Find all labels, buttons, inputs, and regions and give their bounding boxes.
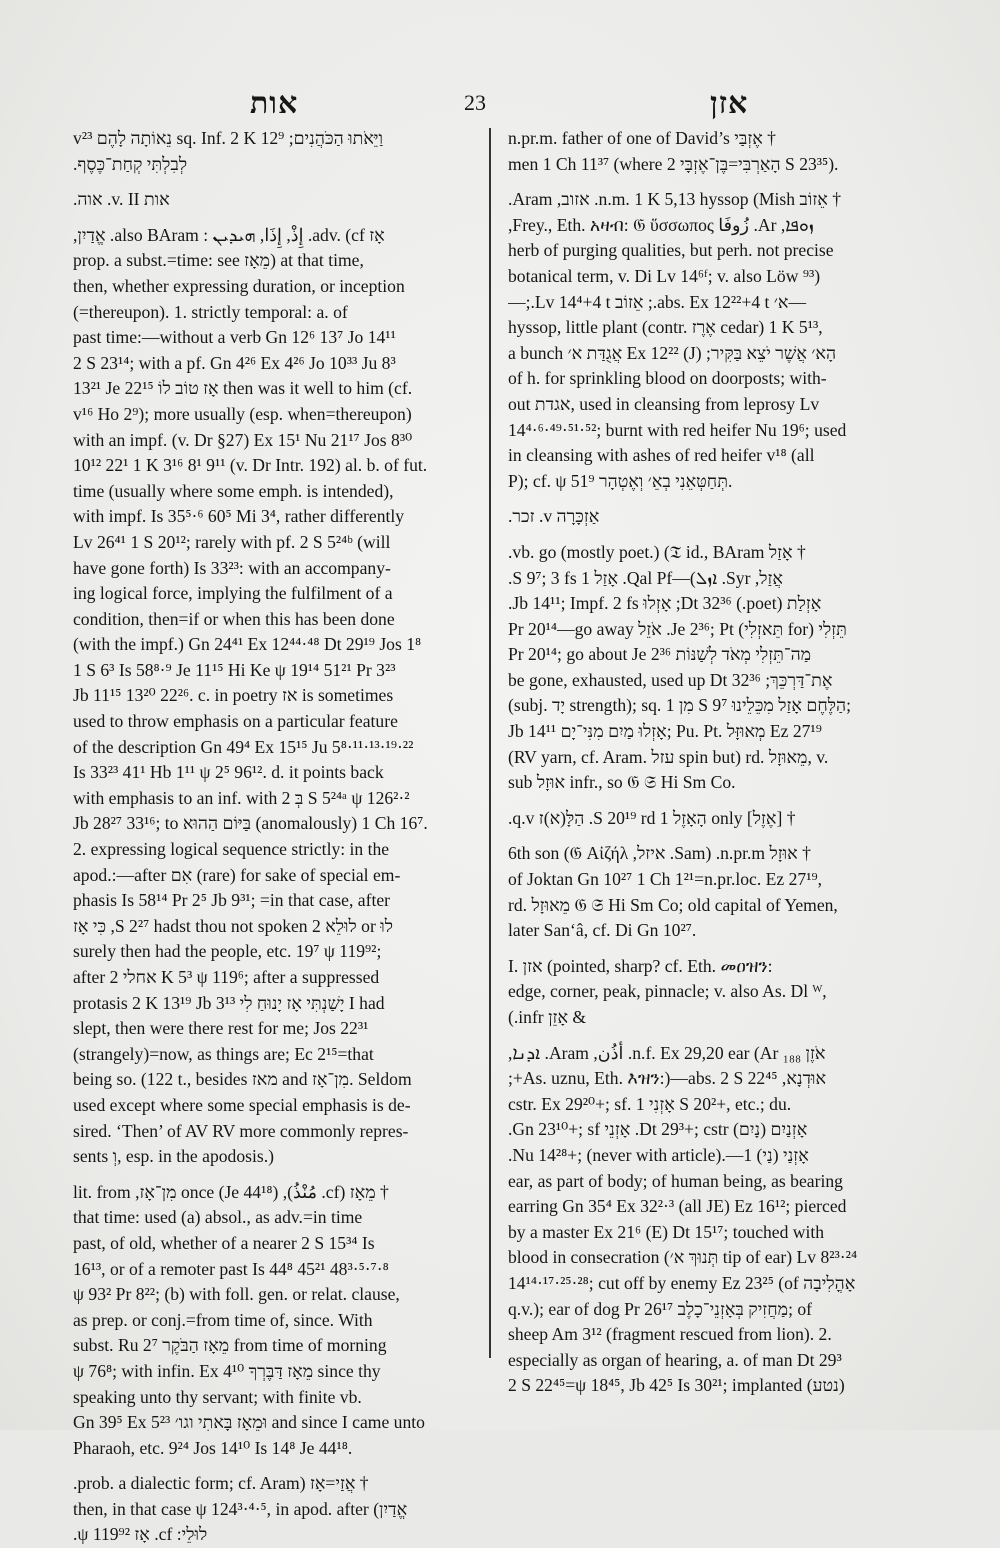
right-column-line: תֵּזְלִי (for תֵּאזְלִי) Je 2³⁶; Pt. אֹזֵל Pr 20¹⁴—go away bbox=[508, 618, 847, 639]
left-column-line: used to throw emphasis on a particular feature bbox=[73, 711, 398, 732]
left-column-line: then, whether expressing duration, or inception bbox=[73, 275, 405, 296]
page-number: 23 bbox=[464, 90, 486, 115]
right-column-line: † [אֶזֶל] only הָאָזֶל 1 S 20¹⁹ rd. הַלָּ(א)ז q.v. bbox=[508, 807, 796, 828]
right-column-line: sheep Am 3¹² (fragment rescued from lion). 2. bbox=[508, 1324, 832, 1345]
right-column-line: (RV yarn, cf. Aram. עזל spin but) rd. מֵאוּזָל, v. bbox=[508, 746, 829, 767]
left-column-spacer bbox=[73, 213, 488, 223]
left-column-line: speaking unto thy servant; with finite vb. bbox=[73, 1386, 362, 1407]
right-column-line: later San‘â, cf. Di Gn 10²⁷. bbox=[508, 920, 697, 941]
left-column-line: v¹⁶ Ho 2⁹); more usually (esp. when=thereupon) bbox=[73, 403, 412, 424]
left-column-line: phasis Is 58¹⁴ Pr 2⁵ Jb 9³¹; =in that case, after bbox=[73, 890, 391, 911]
right-column-line: P); cf. ψ 51⁹ תְּחַטְּאֵנִי בְאֵ׳ וְאֶטְהָר. bbox=[508, 470, 733, 491]
left-column-line: 16¹³, or of a remoter past Is 44⁸ 45²¹ 48³·⁵·⁷·⁸ bbox=[73, 1258, 389, 1279]
right-column-line: אָזְנַיִם (נָיִם) Dt 29³+; cstr. אָזְנֵי Gn 23¹⁰+; sf. bbox=[508, 1119, 808, 1140]
right-column-spacer bbox=[508, 530, 920, 540]
right-column-line: botanical term, v. Di Lv 14⁶ᶠ; v. also Löw ⁹³) bbox=[508, 265, 821, 286]
right-column-line: rd. מֵאוּזָל 𝔊 𝔖 Hi Sm Co; old capital of Yemen, bbox=[508, 894, 838, 915]
right-column-line: edge, corner, peak, pinnacle; v. also As. Dl ᵂ, bbox=[508, 981, 827, 1002]
left-column-line: sents וְ, esp. in the apodosis.) bbox=[73, 1146, 274, 1167]
left-column-line: with an impf. (v. Dr §27) Ex 15¹ Nu 21¹⁷ Jos 8³⁰ bbox=[73, 429, 413, 450]
left-column-line: † אֲזַי=אָז (prob. a dialectic form; cf. Aram. bbox=[73, 1473, 369, 1494]
left-column-line: prop. a subst.=time: see מֵאָז) at that time, bbox=[73, 250, 364, 271]
running-head-left: אות bbox=[250, 86, 299, 121]
running-head-right: אזן bbox=[710, 86, 749, 121]
left-column-line: being so. (122 t., besides מאז and מִן־אָז. Seldom bbox=[73, 1069, 412, 1090]
left-column-line: 10¹² 22¹ 1 K 3¹⁶ 8¹ 9¹¹ (v. Dr Intr. 192) al. b. of fut. bbox=[73, 455, 428, 476]
left-column-line: Jb 28²⁷ 33¹⁶; to בַּיּוֹם הַהוּא (anomalously) 1 Ch 16⁷. bbox=[73, 813, 428, 834]
left-column-line: Jb 11¹⁵ 13²⁰ 22²⁶. c. in poetry אז is sometimes bbox=[73, 685, 394, 706]
right-column-line: sub אוּזָל infr., so 𝔊 𝔖 Hi Sm Co. bbox=[508, 772, 736, 793]
left-column-line: Gn 39⁵ Ex 5²³ וּמֵאָז בָּאתִי וגו׳ and since I came unto bbox=[73, 1412, 425, 1433]
left-column-spacer bbox=[73, 1170, 488, 1180]
left-column-line: וַיֵּאֹתוּ הַכֹּהֲנִים; sq. Inf. 2 K 12⁹ נֵאוֹתָה לָהֶם v²³ bbox=[73, 128, 384, 148]
right-column-line: אֲזַל, Syr. ܐܙܠ)—Qal Pf. אָזַל 1 S 9⁷; 3 fs. bbox=[508, 567, 783, 588]
left-column-line: ψ 93² Pr 8²²; (b) with foll. gen. or relat. clause, bbox=[73, 1284, 400, 1305]
right-column-line: blood in consecration (תְּנוּךְ א׳ tip of ear) Lv 8²³·²⁴ bbox=[508, 1247, 858, 1268]
right-column-spacer bbox=[508, 177, 920, 187]
left-column-line: † מֵאָז (cf. مُنْذُ), once (Je 44¹⁸) מִן־אָז, lit. from bbox=[73, 1181, 389, 1202]
left-column-line: apod.:—after אִם (rare) for sake of special em- bbox=[73, 864, 401, 885]
right-column-line: 2 S 22⁴⁵=ψ 18⁴⁵, Jb 42⁵ Is 30²¹; implanted (נטע) bbox=[508, 1375, 845, 1396]
right-column-line: —א׳ abs. Ex 12²²+4 t.; אֵזוֹב Lv 14⁴+4 t.;— bbox=[508, 291, 807, 312]
left-column-line: לוּלֵי: cf. אָז ψ 119⁹². bbox=[73, 1524, 208, 1545]
left-column-line: used except where some special emphasis is de- bbox=[73, 1094, 411, 1115]
right-column-line: out אגדת, used in cleansing from leprosy Lv bbox=[508, 393, 820, 414]
left-column-line: protasis 2 K 13¹⁹ Jb 3¹³ יָשַׁנְתִּי אָז יָנוּחַ לִי I had bbox=[73, 992, 385, 1013]
right-column-line: הָא׳ אֲשֶׁר יֹצֵא בַּקִּיר; Ex 12²² (J) אֲגֻדַּת א׳ a bunch bbox=[508, 342, 837, 363]
right-column-line: † אָזַל vb. go (mostly poet.) (𝔗 id., BAram. bbox=[508, 541, 806, 562]
right-column-line: hyssop, little plant (contr. אֶרֶז cedar) 1 K 5¹³, bbox=[508, 317, 823, 338]
right-column-line: Pr 20¹⁴; go about Je 2³⁶ מַה־תֵּזְלִי מְאֹד לְשַׁנּוֹת bbox=[508, 644, 812, 665]
right-column-line: especially as organ of hearing, a. of man Dt 29³ bbox=[508, 1349, 842, 1370]
left-column-line: לוּ or לוּלֵא 2 S 2²⁷ hadst thou not spoken, כִּי אָז bbox=[73, 915, 393, 936]
left-column-line: past, of old, whether of a nearer 2 S 15³⁴ Is bbox=[73, 1232, 375, 1253]
left-column-line: slept, then were there rest for me; Jos 22³¹ bbox=[73, 1018, 369, 1039]
left-column-line: that time: used (a) absol., as adv.=in time bbox=[73, 1207, 363, 1228]
right-column-spacer bbox=[508, 944, 920, 954]
right-column-line: herb of purging qualities, but perh. not precise bbox=[508, 240, 834, 261]
right-column-line: 14¹⁴·¹⁷·²⁵·²⁸; cut off by enemy Ez 23²⁵ (of אָהֳלִיבָה bbox=[508, 1272, 856, 1293]
left-column-line: (strangely)=now, as things are; Ec 2¹⁵=that bbox=[73, 1043, 374, 1064]
right-column-line: q.v.); ear of dog Pr 26¹⁷ מַחֲזִיק בְּאָזְנֵי־כָלֶב; of bbox=[508, 1298, 813, 1319]
right-column-line: men 1 Ch 11³⁷ (where הָאַרְבִּי=בֶּן־אֶזְבָּי 2 S 23³⁵). bbox=[508, 153, 839, 174]
right-column-line: † אֵזוֹב n.m. 1 K 5,13 hyssop (Mish. אזוב, Aram. bbox=[508, 189, 842, 210]
left-column bbox=[73, 126, 488, 1548]
right-column-line: † אוּזָל n.pr.m. (Sam. איזל, 𝔊 Αἰζήλ) 6th son bbox=[508, 843, 811, 864]
left-column-line: לְבִלְתִּי קְחַת־כֶּסֶף. bbox=[73, 153, 188, 174]
left-column-line: subst. Ru 2⁷ מֵאָז הַבֹּקֶר from time of morning bbox=[73, 1335, 387, 1356]
left-column-line: אֱדַיִן) then, in that case ψ 124³·⁴·⁵, in apod. after bbox=[73, 1498, 408, 1519]
left-column-line: 13²¹ Je 22¹⁵ אָז טוֹב לוֹ then was it well to him (cf. bbox=[73, 378, 413, 399]
right-column-line: אֶת־דַּרְכֵּךְ; be gone, exhausted, used up Dt 32³⁶ bbox=[508, 669, 833, 690]
left-column-line: 1 S 6³ Is 58⁸·⁹ Je 11¹⁵ Hi Ke ψ 19¹⁴ 51²¹ Pr 3²³ bbox=[73, 659, 396, 680]
left-column-line: ψ 76⁸; with infin. Ex 4¹⁰ מֵאָז דַּבֶּרְךָ since thy bbox=[73, 1360, 381, 1381]
right-column-spacer bbox=[508, 831, 920, 841]
left-column-line: 2 S 23¹⁴; with a pf. Gn 4²⁶ Ex 4²⁶ Jo 10³³ Ju 8³ bbox=[73, 352, 396, 373]
left-column-line: ing logical force, implying the fulfilment of a bbox=[73, 583, 393, 604]
right-column-spacer bbox=[508, 796, 920, 806]
left-column-line: of the description Gn 49⁴ Ex 15¹⁵ Ju 5⁸·¹¹·¹³·¹⁹·²² bbox=[73, 736, 414, 757]
right-column-line: ܙܘܦܐ, Ar. زُوفَا Frey., Eth. አዛብ: 𝔊 ὕσσωπος, bbox=[508, 214, 814, 235]
left-column-line: surely then had the people, etc. 19⁷ ψ 119⁹²; bbox=[73, 941, 382, 962]
right-column-spacer bbox=[508, 494, 920, 504]
right-column-line: ear, as part of body; of human being, as bearing bbox=[508, 1170, 843, 1191]
left-column-line: after אחלי 2 K 5³ ψ 119⁶; after a suppressed bbox=[73, 967, 380, 987]
left-column-spacer bbox=[73, 177, 488, 187]
left-column-line: (with the impf.) Gn 24⁴¹ Ex 12⁴⁴·⁴⁸ Dt 29¹⁹ Jos 1⁸ bbox=[73, 634, 422, 655]
right-column-line: † אֶזְבַּי n.pr.m. father of one of David’s bbox=[508, 128, 776, 148]
left-column-line: Pharaoh, etc. 9²⁴ Jos 14¹⁰ Is 14⁸ Je 44¹⁸. bbox=[73, 1437, 353, 1458]
left-column-spacer bbox=[73, 1461, 488, 1471]
right-column-line: אֹזֶן ₁₈₈ n.f. Ex 29,20 ear (Ar. أُذُن, Aram. ܐܕܢܐ, bbox=[508, 1042, 826, 1063]
left-column-line: past time:—without a verb Gn 12⁶ 13⁷ Jo 14¹¹ bbox=[73, 327, 396, 348]
left-column-line: with emphasis to an inf. with בְּ 2 S 5²⁴ᵃ ψ 126²·² bbox=[73, 787, 410, 808]
left-column-line: Is 33²³ 41¹ Hb 1¹¹ ψ 2⁵ 96¹². d. it points back bbox=[73, 762, 384, 783]
right-column-line: by a master Ex 21⁶ (E) Dt 15¹⁷; touched with bbox=[508, 1221, 825, 1242]
right-column bbox=[508, 126, 920, 1399]
column-divider bbox=[489, 128, 491, 1358]
right-column-line: I. אזן (pointed, sharp? cf. Eth. መዐዝን: bbox=[508, 955, 773, 976]
right-column-line: & אָזֵן infr.) bbox=[508, 1007, 587, 1027]
left-column-line: אָז adv. (cf. ﺇِذْ, ﺇِذَا, ܗܝܕܝܢ : also BAram. אֱדַיִן, bbox=[73, 224, 385, 245]
left-column-line: with impf. Is 35⁵·⁶ 60⁵ Mi 3⁴, rather differently bbox=[73, 506, 405, 527]
right-column-spacer bbox=[508, 1031, 920, 1041]
left-column-line: condition, then=if or when this has been done bbox=[73, 608, 395, 629]
right-column-line: of h. for sprinkling blood on doorposts; with- bbox=[508, 368, 827, 389]
right-column-line: in cleansing with ashes of red heifer v¹⁸ (all bbox=[508, 445, 815, 466]
left-column-line: have gone forth) Is 33²³: with an accompany- bbox=[73, 557, 391, 578]
right-column-line: אַזְכָּרָה v. זכר. bbox=[508, 506, 600, 527]
right-column-line: cstr. Ex 29²⁰+; sf. אָזְנִי 1 S 20²+, etc.; du. bbox=[508, 1093, 792, 1114]
right-column-line: earring Gn 35⁴ Ex 32²·³ (all JE) Ez 16¹²; pierced bbox=[508, 1196, 847, 1217]
right-column-line: אָזְנַי (נַי) Nu 14²⁸+; (never with article).—1. bbox=[508, 1144, 809, 1165]
right-column-line: of Joktan Gn 10²⁷ 1 Ch 1²¹=n.pr.loc. Ez 27¹⁹, bbox=[508, 869, 823, 890]
right-column-line: אָזְלַת (poet.) Dt 32³⁶; אָזְלוּ Jb 14¹¹; Impf. 2 fs. bbox=[508, 593, 822, 614]
left-column-line: as prep. or conj.=from time of, since. With bbox=[73, 1309, 373, 1330]
right-column-line: (subj. יָד strength); sq. מִן 1 S 9⁷ הַלֶּחֶם אָזַל מִכֵּלֵינוּ; bbox=[508, 695, 851, 716]
left-column-line: (=thereupon). 1. strictly temporal: a. of bbox=[73, 301, 348, 322]
left-column-line: 2. expressing logical sequence strictly: in the bbox=[73, 839, 390, 860]
left-column-line: sired. ‘Then’ of AV RV more commonly repres- bbox=[73, 1120, 409, 1141]
left-column-line: Lv 26⁴¹ 1 S 20¹²; rarely with pf. 2 S 5²⁴ᵇ (will bbox=[73, 531, 391, 552]
left-column-line: time (usually where some emph. is intended), bbox=[73, 480, 394, 501]
right-column-line: Jb 14¹¹ אָזְלוּ מַיִם מִנִּי־יָם; Pu. Pt. מְאוּזָּל Ez 27¹⁹ bbox=[508, 721, 822, 742]
right-column-line: 14⁴·⁶·⁴⁹·⁵¹·⁵²; burnt with red heifer Nu 19⁶; used bbox=[508, 419, 847, 440]
left-column-line: אות v. II. אוה. bbox=[73, 189, 170, 210]
right-column-line: אוּדְנָא, As. uznu, Eth. እዝን:)—abs. 2 S 22⁴⁵+; bbox=[508, 1068, 827, 1089]
